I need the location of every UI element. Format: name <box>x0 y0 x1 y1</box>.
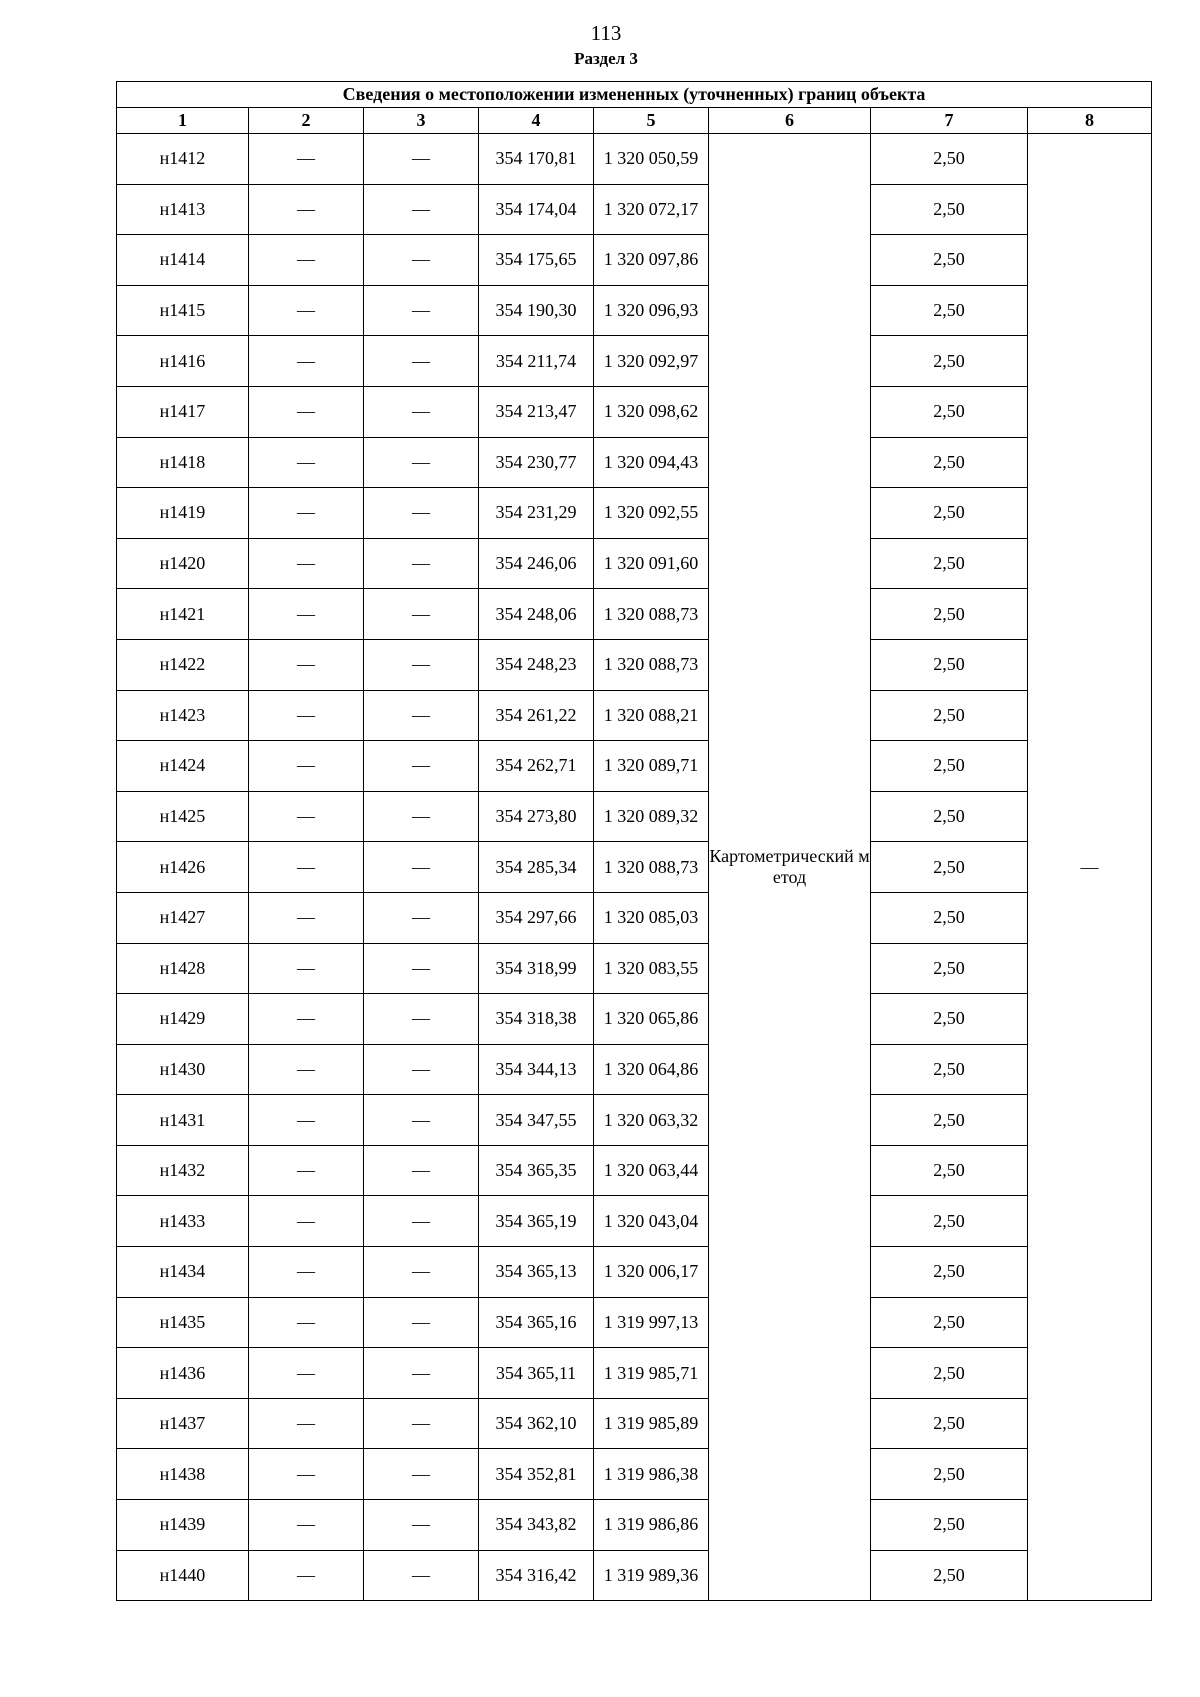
column-header-6: 6 <box>709 108 871 134</box>
point-name-cell: н1417 <box>117 386 249 437</box>
precision-cell: 2,50 <box>871 1044 1028 1095</box>
col3-cell: — <box>364 892 479 943</box>
col3-cell: — <box>364 1398 479 1449</box>
table-row <box>117 1449 1152 1500</box>
table-row <box>117 1550 1152 1601</box>
point-name-cell: н1436 <box>117 1348 249 1399</box>
col3-cell: — <box>364 1550 479 1601</box>
precision-cell: 2,50 <box>871 1449 1028 1500</box>
table-row <box>117 1297 1152 1348</box>
point-name-cell: н1419 <box>117 488 249 539</box>
y-coordinate-cell: 1 320 088,21 <box>594 690 709 741</box>
precision-cell: 2,50 <box>871 639 1028 690</box>
column-header-row <box>117 108 1152 134</box>
point-name-cell: н1423 <box>117 690 249 741</box>
precision-cell: 2,50 <box>871 994 1028 1045</box>
col3-cell: — <box>364 639 479 690</box>
y-coordinate-cell: 1 319 997,13 <box>594 1297 709 1348</box>
col3-cell: — <box>364 184 479 235</box>
point-name-cell: н1416 <box>117 336 249 387</box>
col3-cell: — <box>364 1095 479 1146</box>
y-coordinate-cell: 1 320 089,71 <box>594 741 709 792</box>
table-row <box>117 285 1152 336</box>
table-row <box>117 791 1152 842</box>
table-row <box>117 184 1152 235</box>
table-row <box>117 589 1152 640</box>
x-coordinate-cell: 354 273,80 <box>479 791 594 842</box>
col2-cell: — <box>249 994 364 1045</box>
y-coordinate-cell: 1 320 088,73 <box>594 639 709 690</box>
x-coordinate-cell: 354 211,74 <box>479 336 594 387</box>
y-coordinate-cell: 1 320 092,97 <box>594 336 709 387</box>
x-coordinate-cell: 354 318,99 <box>479 943 594 994</box>
y-coordinate-cell: 1 320 050,59 <box>594 134 709 185</box>
col2-cell: — <box>249 1449 364 1500</box>
table-row <box>117 1145 1152 1196</box>
col3-cell: — <box>364 1196 479 1247</box>
col3-cell: — <box>364 386 479 437</box>
col2-cell: — <box>249 1044 364 1095</box>
y-coordinate-cell: 1 320 096,93 <box>594 285 709 336</box>
col2-cell: — <box>249 1398 364 1449</box>
section-title: Раздел 3 <box>574 49 638 68</box>
point-name-cell: н1422 <box>117 639 249 690</box>
point-name-cell: н1437 <box>117 1398 249 1449</box>
point-name-cell: н1434 <box>117 1247 249 1298</box>
table-row <box>117 134 1152 185</box>
col3-cell: — <box>364 1145 479 1196</box>
y-coordinate-cell: 1 319 989,36 <box>594 1550 709 1601</box>
x-coordinate-cell: 354 248,06 <box>479 589 594 640</box>
point-name-cell: н1413 <box>117 184 249 235</box>
col2-cell: — <box>249 1196 364 1247</box>
precision-cell: 2,50 <box>871 1348 1028 1399</box>
col3-cell: — <box>364 1247 479 1298</box>
precision-cell: 2,50 <box>871 235 1028 286</box>
col2-cell: — <box>249 1145 364 1196</box>
table-row <box>117 994 1152 1045</box>
point-name-cell: н1433 <box>117 1196 249 1247</box>
col3-cell: — <box>364 741 479 792</box>
col2-cell: — <box>249 639 364 690</box>
table-row <box>117 741 1152 792</box>
boundary-coordinates-table <box>116 81 1152 1601</box>
x-coordinate-cell: 354 174,04 <box>479 184 594 235</box>
x-coordinate-cell: 354 316,42 <box>479 1550 594 1601</box>
table-caption: Сведения о местоположении измененных (уточненных) границ объекта <box>117 82 1152 108</box>
table-row <box>117 892 1152 943</box>
x-coordinate-cell: 354 297,66 <box>479 892 594 943</box>
x-coordinate-cell: 354 318,38 <box>479 994 594 1045</box>
precision-cell: 2,50 <box>871 892 1028 943</box>
point-name-cell: н1429 <box>117 994 249 1045</box>
precision-cell: 2,50 <box>871 1095 1028 1146</box>
precision-cell: 2,50 <box>871 791 1028 842</box>
column-header-4: 4 <box>479 108 594 134</box>
precision-cell: 2,50 <box>871 741 1028 792</box>
y-coordinate-cell: 1 319 986,86 <box>594 1500 709 1551</box>
column-header-1: 1 <box>117 108 249 134</box>
precision-cell: 2,50 <box>871 488 1028 539</box>
col3-cell: — <box>364 589 479 640</box>
point-name-cell: н1421 <box>117 589 249 640</box>
table-row <box>117 1247 1152 1298</box>
y-coordinate-cell: 1 320 083,55 <box>594 943 709 994</box>
precision-cell: 2,50 <box>871 437 1028 488</box>
page-number: 113 <box>590 21 622 45</box>
point-name-cell: н1424 <box>117 741 249 792</box>
x-coordinate-cell: 354 365,35 <box>479 1145 594 1196</box>
point-name-cell: н1438 <box>117 1449 249 1500</box>
col2-cell: — <box>249 1500 364 1551</box>
col2-cell: — <box>249 235 364 286</box>
precision-cell: 2,50 <box>871 1297 1028 1348</box>
column-header-3: 3 <box>364 108 479 134</box>
col2-cell: — <box>249 488 364 539</box>
col3-cell: — <box>364 1297 479 1348</box>
x-coordinate-cell: 354 175,65 <box>479 235 594 286</box>
col3-cell: — <box>364 1044 479 1095</box>
col3-cell: — <box>364 1500 479 1551</box>
col3-cell: — <box>364 488 479 539</box>
precision-cell: 2,50 <box>871 690 1028 741</box>
precision-cell: 2,50 <box>871 184 1028 235</box>
y-coordinate-cell: 1 319 985,71 <box>594 1348 709 1399</box>
x-coordinate-cell: 354 343,82 <box>479 1500 594 1551</box>
col2-cell: — <box>249 285 364 336</box>
y-coordinate-cell: 1 320 094,43 <box>594 437 709 488</box>
column-header-8: 8 <box>1028 108 1152 134</box>
col2-cell: — <box>249 538 364 589</box>
col2-cell: — <box>249 1550 364 1601</box>
precision-cell: 2,50 <box>871 538 1028 589</box>
col3-cell: — <box>364 1348 479 1399</box>
precision-cell: 2,50 <box>871 1398 1028 1449</box>
table-row <box>117 1044 1152 1095</box>
x-coordinate-cell: 354 362,10 <box>479 1398 594 1449</box>
precision-cell: 2,50 <box>871 134 1028 185</box>
point-name-cell: н1432 <box>117 1145 249 1196</box>
point-name-cell: н1431 <box>117 1095 249 1146</box>
col2-cell: — <box>249 184 364 235</box>
point-name-cell: н1435 <box>117 1297 249 1348</box>
col3-cell: — <box>364 1449 479 1500</box>
precision-cell: 2,50 <box>871 336 1028 387</box>
table-row <box>117 943 1152 994</box>
table-row <box>117 437 1152 488</box>
col3-cell: — <box>364 235 479 286</box>
point-name-cell: н1414 <box>117 235 249 286</box>
y-coordinate-cell: 1 319 986,38 <box>594 1449 709 1500</box>
table-row <box>117 235 1152 286</box>
col2-cell: — <box>249 1095 364 1146</box>
col3-cell: — <box>364 336 479 387</box>
x-coordinate-cell: 354 352,81 <box>479 1449 594 1500</box>
point-name-cell: н1412 <box>117 134 249 185</box>
col3-cell: — <box>364 690 479 741</box>
x-coordinate-cell: 354 365,11 <box>479 1348 594 1399</box>
table-row <box>117 1095 1152 1146</box>
y-coordinate-cell: 1 320 098,62 <box>594 386 709 437</box>
column-header-7: 7 <box>871 108 1028 134</box>
table-row <box>117 1348 1152 1399</box>
y-coordinate-cell: 1 320 065,86 <box>594 994 709 1045</box>
x-coordinate-cell: 354 230,77 <box>479 437 594 488</box>
table-row <box>117 538 1152 589</box>
table-row <box>117 488 1152 539</box>
col3-cell: — <box>364 842 479 893</box>
col2-cell: — <box>249 386 364 437</box>
y-coordinate-cell: 1 320 063,32 <box>594 1095 709 1146</box>
table-row <box>117 690 1152 741</box>
x-coordinate-cell: 354 170,81 <box>479 134 594 185</box>
x-coordinate-cell: 354 248,23 <box>479 639 594 690</box>
col2-cell: — <box>249 437 364 488</box>
table-body <box>117 134 1152 1601</box>
col2-cell: — <box>249 892 364 943</box>
col2-cell: — <box>249 791 364 842</box>
point-name-cell: н1430 <box>117 1044 249 1095</box>
col3-cell: — <box>364 134 479 185</box>
point-name-cell: н1425 <box>117 791 249 842</box>
precision-cell: 2,50 <box>871 842 1028 893</box>
col3-cell: — <box>364 791 479 842</box>
col2-cell: — <box>249 690 364 741</box>
table-row <box>117 1196 1152 1247</box>
point-name-cell: н1439 <box>117 1500 249 1551</box>
y-coordinate-cell: 1 320 064,86 <box>594 1044 709 1095</box>
col2-cell: — <box>249 1297 364 1348</box>
col2-cell: — <box>249 336 364 387</box>
precision-cell: 2,50 <box>871 1500 1028 1551</box>
table-row <box>117 639 1152 690</box>
precision-cell: 2,50 <box>871 285 1028 336</box>
precision-cell: 2,50 <box>871 1550 1028 1601</box>
col3-cell: — <box>364 994 479 1045</box>
point-name-cell: н1428 <box>117 943 249 994</box>
col8-cell: — <box>1028 134 1152 1601</box>
point-name-cell: н1415 <box>117 285 249 336</box>
y-coordinate-cell: 1 320 091,60 <box>594 538 709 589</box>
x-coordinate-cell: 354 365,13 <box>479 1247 594 1298</box>
table-row <box>117 842 1152 893</box>
column-header-5: 5 <box>594 108 709 134</box>
method-cell: Картометрический метод <box>709 134 871 1601</box>
y-coordinate-cell: 1 320 088,73 <box>594 842 709 893</box>
precision-cell: 2,50 <box>871 1196 1028 1247</box>
col2-cell: — <box>249 134 364 185</box>
y-coordinate-cell: 1 319 985,89 <box>594 1398 709 1449</box>
y-coordinate-cell: 1 320 088,73 <box>594 589 709 640</box>
point-name-cell: н1440 <box>117 1550 249 1601</box>
x-coordinate-cell: 354 231,29 <box>479 488 594 539</box>
y-coordinate-cell: 1 320 085,03 <box>594 892 709 943</box>
y-coordinate-cell: 1 320 043,04 <box>594 1196 709 1247</box>
table-row <box>117 336 1152 387</box>
col2-cell: — <box>249 1247 364 1298</box>
table-row <box>117 1398 1152 1449</box>
col3-cell: — <box>364 437 479 488</box>
point-name-cell: н1426 <box>117 842 249 893</box>
point-name-cell: н1427 <box>117 892 249 943</box>
x-coordinate-cell: 354 213,47 <box>479 386 594 437</box>
col2-cell: — <box>249 589 364 640</box>
x-coordinate-cell: 354 285,34 <box>479 842 594 893</box>
col3-cell: — <box>364 943 479 994</box>
col2-cell: — <box>249 741 364 792</box>
col3-cell: — <box>364 285 479 336</box>
point-name-cell: н1420 <box>117 538 249 589</box>
x-coordinate-cell: 354 262,71 <box>479 741 594 792</box>
x-coordinate-cell: 354 261,22 <box>479 690 594 741</box>
x-coordinate-cell: 354 365,16 <box>479 1297 594 1348</box>
precision-cell: 2,50 <box>871 1247 1028 1298</box>
x-coordinate-cell: 354 365,19 <box>479 1196 594 1247</box>
precision-cell: 2,50 <box>871 1145 1028 1196</box>
precision-cell: 2,50 <box>871 386 1028 437</box>
x-coordinate-cell: 354 347,55 <box>479 1095 594 1146</box>
y-coordinate-cell: 1 320 092,55 <box>594 488 709 539</box>
y-coordinate-cell: 1 320 097,86 <box>594 235 709 286</box>
col3-cell: — <box>364 538 479 589</box>
y-coordinate-cell: 1 320 072,17 <box>594 184 709 235</box>
precision-cell: 2,50 <box>871 589 1028 640</box>
point-name-cell: н1418 <box>117 437 249 488</box>
x-coordinate-cell: 354 190,30 <box>479 285 594 336</box>
y-coordinate-cell: 1 320 006,17 <box>594 1247 709 1298</box>
column-header-2: 2 <box>249 108 364 134</box>
table-row <box>117 386 1152 437</box>
x-coordinate-cell: 354 246,06 <box>479 538 594 589</box>
y-coordinate-cell: 1 320 063,44 <box>594 1145 709 1196</box>
table-row <box>117 1500 1152 1551</box>
precision-cell: 2,50 <box>871 943 1028 994</box>
x-coordinate-cell: 354 344,13 <box>479 1044 594 1095</box>
col2-cell: — <box>249 1348 364 1399</box>
col2-cell: — <box>249 943 364 994</box>
y-coordinate-cell: 1 320 089,32 <box>594 791 709 842</box>
col2-cell: — <box>249 842 364 893</box>
